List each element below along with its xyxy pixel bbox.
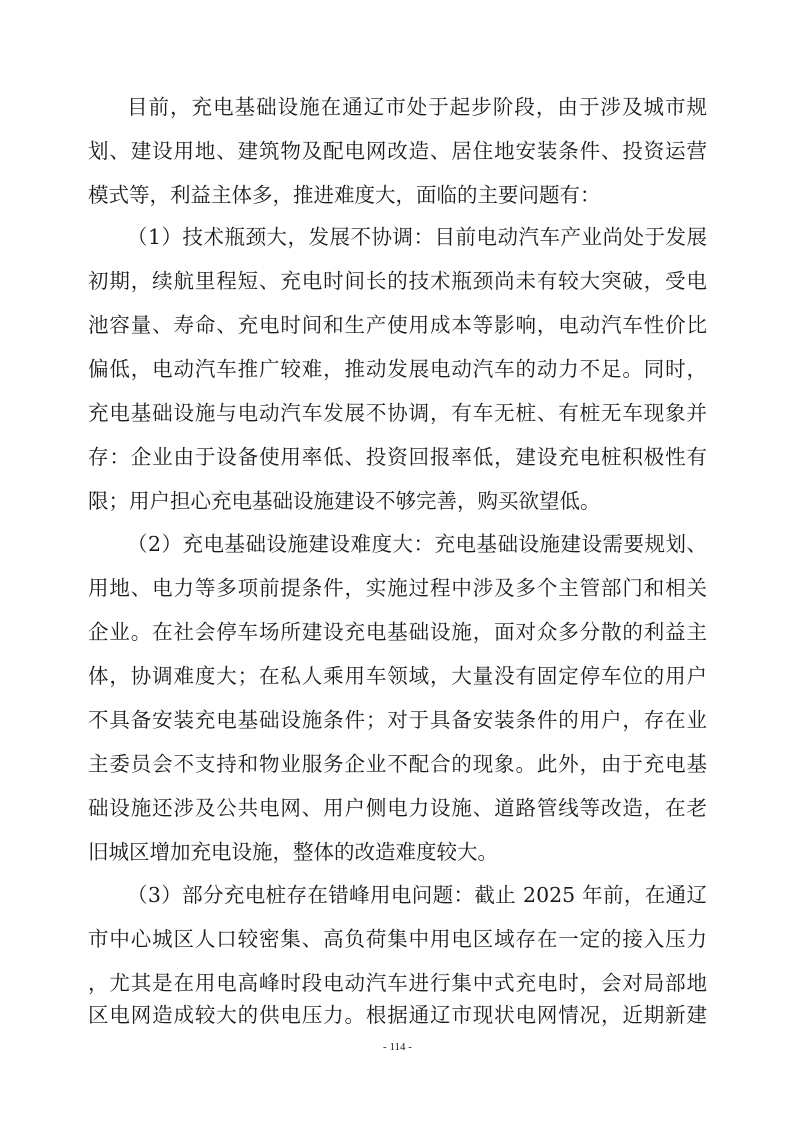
text-line: 区电网造成较大的供电压力。根据通辽市现状电网情况，近期新建 xyxy=(88,1003,707,1027)
text-line: 模式等，利益主体多，推进难度大，面临的主要问题有： xyxy=(88,183,601,207)
text-line: 不具备安装充电基础设施条件；对于具备安装条件的用户，存在业 xyxy=(88,708,707,732)
text-line: 初期，续航里程短、充电时间长的技术瓶颈尚未有较大突破，受电 xyxy=(88,269,707,293)
text-line: 目前，充电基础设施在通辽市处于起步阶段，由于涉及城市规 xyxy=(127,95,707,119)
text-line: 用地、电力等多项前提条件，实施过程中涉及多个主管部门和相关 xyxy=(88,576,707,600)
text-line: 偏低，电动汽车推广较难，推动发展电动汽车的动力不足。同时， xyxy=(88,357,707,381)
text-line: 市中心城区人口较密集、高负荷集中用电区域存在一定的接入压力 xyxy=(88,927,707,951)
page-number: - 114 - xyxy=(383,1041,412,1053)
text-line: 划、建设用地、建筑物及配电网改造、居住地安装条件、投资运营 xyxy=(88,139,707,163)
text-line: 限；用户担心充电基础设施建设不够完善，购买欲望低。 xyxy=(88,489,601,513)
text-line: ，尤其是在用电高峰时段电动汽车进行集中式充电时，会对局部地 xyxy=(88,971,707,995)
text-line: （3）部分充电桩存在错峰用电问题：截止 2025 年前，在通辽 xyxy=(127,883,707,907)
text-line: 主委员会不支持和物业服务企业不配合的现象。此外，由于充电基 xyxy=(88,752,707,776)
text-line: 企业。在社会停车场所建设充电基础设施，面对众多分散的利益主 xyxy=(88,620,707,644)
text-line: 充电基础设施与电动汽车发展不协调，有车无桩、有桩无车现象并 xyxy=(88,401,707,425)
text-line: 础设施还涉及公共电网、用户侧电力设施、道路管线等改造，在老 xyxy=(88,796,707,820)
text-line: 旧城区增加充电设施，整体的改造难度较大。 xyxy=(88,840,498,864)
text-line: 池容量、寿命、充电时间和生产使用成本等影响，电动汽车性价比 xyxy=(88,313,707,337)
text-line: 存：企业由于设备使用率低、投资回报率低，建设充电桩积极性有 xyxy=(88,445,707,469)
text-line: （1）技术瓶颈大，发展不协调：目前电动汽车产业尚处于发展 xyxy=(127,225,707,249)
text-line: 体，协调难度大；在私人乘用车领域，大量没有固定停车位的用户 xyxy=(88,664,707,688)
text-line: （2）充电基础设施建设难度大：充电基础设施建设需要规划、 xyxy=(127,532,707,556)
